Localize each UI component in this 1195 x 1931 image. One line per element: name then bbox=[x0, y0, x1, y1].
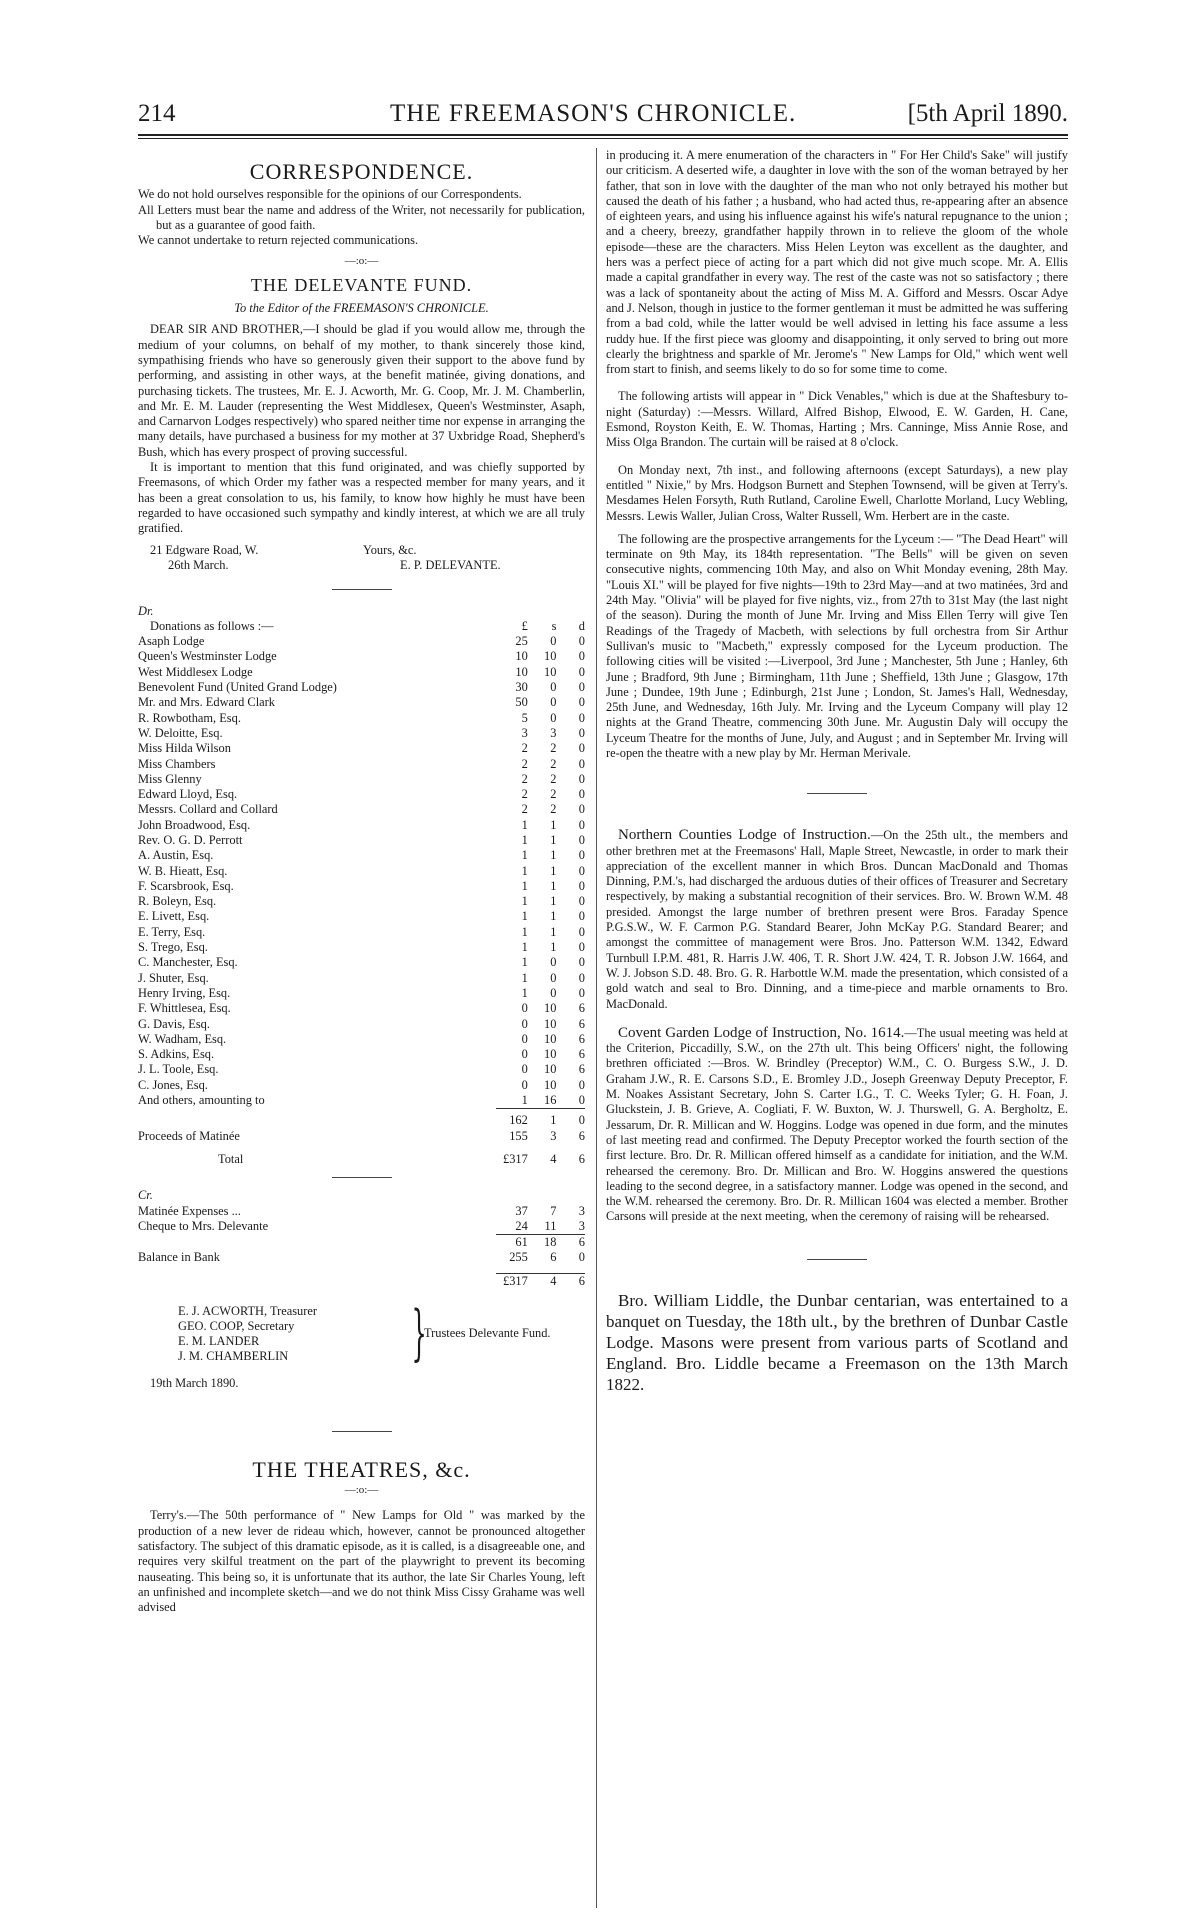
donation-shillings: 1 bbox=[550, 863, 557, 878]
donor-name: J. L. Toole, Esq. bbox=[138, 1062, 219, 1077]
donation-pounds: 10 bbox=[515, 649, 528, 664]
cr-sum-shillings: 18 bbox=[528, 1235, 557, 1251]
donation-pence: 0 bbox=[578, 832, 585, 847]
cr-row-2-shillings: 11 bbox=[544, 1218, 557, 1233]
donation-pounds: 10 bbox=[515, 664, 528, 679]
total-pence: 6 bbox=[578, 1151, 585, 1166]
donation-pence: 6 bbox=[578, 1047, 585, 1062]
donation-row bbox=[138, 1017, 585, 1032]
issue-date: [5th April 1890. bbox=[907, 100, 1068, 127]
donation-pence: 6 bbox=[578, 1001, 585, 1016]
donation-pence: 0 bbox=[578, 878, 585, 893]
donor-name: W. Deloitte, Esq. bbox=[138, 725, 223, 740]
brace-icon: } bbox=[411, 1297, 427, 1368]
section-rule bbox=[332, 589, 392, 590]
donation-pence: 0 bbox=[578, 771, 585, 786]
donation-shillings: 2 bbox=[550, 787, 557, 802]
cr-sum-pounds: 61 bbox=[496, 1235, 528, 1251]
donation-pence: 0 bbox=[578, 1077, 585, 1092]
notice-2: All Letters must bear the name and address of the Writer, not necessarily for publication, but as a guarantee of good faith. bbox=[138, 202, 585, 232]
donor-name: J. Shuter, Esq. bbox=[138, 970, 209, 985]
donation-shillings: 10 bbox=[544, 1062, 557, 1077]
cr-total-pence: 6 bbox=[556, 1274, 585, 1290]
separator: —:o:— bbox=[344, 255, 379, 268]
letter-signoff bbox=[138, 543, 585, 575]
donations-table bbox=[138, 619, 585, 1167]
donor-name: Miss Glenny bbox=[138, 771, 202, 786]
donation-row bbox=[138, 909, 585, 924]
donation-shillings: 1 bbox=[550, 848, 557, 863]
page-number: 214 bbox=[138, 100, 176, 127]
delevante-para-2: It is important to mention that this fund originated, and was chiefly supported by Freemasons, of which Order my father was a respected member for many years, and it has been a great consolation to us, his family, to know how highly he must have been regarded to have occasioned such sympathy and kindly interest, at which we are all truly gratified. bbox=[138, 460, 585, 536]
donation-shillings: 10 bbox=[544, 1016, 557, 1031]
donation-shillings: 0 bbox=[550, 634, 557, 649]
donation-pence: 0 bbox=[578, 848, 585, 863]
donation-pence: 6 bbox=[578, 1016, 585, 1031]
donation-pence: 0 bbox=[578, 649, 585, 664]
donation-pence: 0 bbox=[578, 664, 585, 679]
yours: Yours, &c. bbox=[363, 542, 417, 557]
credit-table bbox=[138, 1204, 585, 1290]
donation-pence: 0 bbox=[578, 710, 585, 725]
donation-shillings: 2 bbox=[550, 802, 557, 817]
balance-pence: 0 bbox=[578, 1250, 585, 1265]
donation-row bbox=[138, 634, 585, 649]
donation-pounds: 0 bbox=[521, 1016, 528, 1031]
donation-pence: 0 bbox=[578, 894, 585, 909]
signatory-3: E. M. LANDER bbox=[178, 1333, 260, 1348]
donation-pence: 0 bbox=[578, 924, 585, 939]
cr-row-1-shillings: 7 bbox=[550, 1203, 557, 1218]
signature: E. P. DELEVANTE. bbox=[400, 557, 501, 572]
address-line-1: 21 Edgware Road, W. bbox=[150, 542, 259, 557]
dick-venables-para: The following artists will appear in " Dick Venables," which is due at the Shaftesbury to-night (Saturday) :—Messrs. Willard, Alfred Bishop, Elwood, E. W. Garden, H. Cane, Esmond, Royston Keith, E. W. Thomas, Harting ; Mrs. Canninge, Miss Annie Rose, and Miss Olga Brandon. The curtain will be raised at 8 o'clock. bbox=[606, 389, 1068, 450]
donation-shillings: 10 bbox=[544, 1077, 557, 1092]
donation-pence: 0 bbox=[578, 741, 585, 756]
total-label: Total bbox=[218, 1151, 244, 1166]
donation-pence: 0 bbox=[578, 909, 585, 924]
col-pounds: £ bbox=[521, 618, 528, 633]
balance-pounds: 255 bbox=[509, 1250, 528, 1265]
donation-pounds: 1 bbox=[521, 1093, 528, 1108]
to-editor: To the Editor of the FREEMASON'S CHRONICLE. bbox=[234, 301, 489, 316]
donation-row bbox=[138, 1032, 585, 1047]
donation-pounds: 1 bbox=[521, 894, 528, 909]
donor-name: C. Manchester, Esq. bbox=[138, 955, 238, 970]
publication-title: THE FREEMASON'S CHRONICLE. bbox=[390, 100, 797, 127]
header-rule bbox=[138, 134, 1068, 136]
signature-date: 19th March 1890. bbox=[150, 1375, 239, 1390]
proceeds-label: Proceeds of Matinée bbox=[138, 1128, 240, 1143]
donation-row bbox=[138, 741, 585, 756]
donation-row bbox=[138, 894, 585, 909]
donor-name: E. Terry, Esq. bbox=[138, 924, 206, 939]
donation-shillings: 10 bbox=[544, 1031, 557, 1046]
donation-shillings: 1 bbox=[550, 878, 557, 893]
donation-row bbox=[138, 772, 585, 787]
donation-pounds: 1 bbox=[521, 940, 528, 955]
donor-name: Asaph Lodge bbox=[138, 634, 205, 649]
donation-pounds: 1 bbox=[521, 863, 528, 878]
header-rule-thin bbox=[138, 138, 1068, 139]
donor-name: Edward Lloyd, Esq. bbox=[138, 787, 238, 802]
donation-row bbox=[138, 757, 585, 772]
terrys-continued: in producing it. A mere enumeration of the characters in " For Her Child's Sake" will justify our criticism. A deserted wife, a daughter in love with the son of the woman betrayed by her father, that son in love with the daughter of the man who not only betrayed his mother but caused the death of his father ; a husband, who had acted thus, re-appearing after an absence of eighteen years, and using his influence against his wife's natural repugnance to the union ; and a cheery, breezy, grandfather happily thrown in to relieve the gloom of the whole episode—these are the characters. Miss Helen Leyton was excellent as the daughter, and hers was a perfect piece of acting for a part which did not give much scope. Mr. A. Ellis made a capital grandfather in every way. The rest of the caste was not so satisfactory ; there was a lack of spontaneity about the acting of Miss M. A. Gifford and Messrs. Oscar Adye and J. Nelson, though in justice to the former gentleman it must be admitted he was suffering from a bad cold, while the latter would be well advised in letting his face assume a less ruddy hue. If the first piece was gloomy and disappointing, it only served to bring out more clearly the brightness and sparkle of Mr. Jerome's " New Lamps for Old," which went well from start to finish, and seems likely to do so for some time to come. bbox=[606, 148, 1068, 377]
cr-row-1-pence: 3 bbox=[578, 1203, 585, 1218]
donation-pounds: 30 bbox=[515, 680, 528, 695]
donation-row bbox=[138, 986, 585, 1001]
donation-shillings: 2 bbox=[550, 741, 557, 756]
donor-name: Messrs. Collard and Collard bbox=[138, 802, 278, 817]
donation-pounds: 1 bbox=[521, 878, 528, 893]
cr-row-2-pence: 3 bbox=[578, 1218, 585, 1233]
donation-row bbox=[138, 711, 585, 726]
donation-row bbox=[138, 665, 585, 680]
liddle-para: Bro. William Liddle, the Dunbar centarian, was entertained to a banquet on Tuesday, the 18th ult., by the brethren of Dunbar Castle Lodge. Masons were present from various parts of Scotland and England. Bro. Liddle became a Freemason on the 13th March 1822. bbox=[606, 1290, 1068, 1394]
terrys-para: Terry's.—The 50th performance of " New Lamps for Old " was marked by the production of a new lever de rideau which, however, cannot be pronounced altogether satisfactory. The subject of this dramatic episode, as it is called, is a disagreeable one, and requires very skilful treatment on the part of the playwright to prevent its becoming nauseating. This being so, it is unfortunate that its author, the late Sir Charles Young, left an unfinished and incomplete sketch—and we do not think Miss Cissy Grahame was well advised bbox=[138, 1508, 585, 1615]
lyceum-para: The following are the prospective arrangements for the Lyceum :— "The Dead Heart" will terminate on 9th May, its 184th representation. "The Bells" will be given on seven consecutive nights, commencing 10th May, and also on Whit Monday evening, 28th May. "Louis XI." will be played for five nights—19th to 23rd May—and at two matinées, 3rd and 24th May. "Olivia" will be played for five nights, viz., from 27th to 31st May (the last night of the season). During the month of June Mr. Irving and Miss Ellen Terry will give Ten Readings of the Tragedy of Macbeth, with selections by full orchestra from Sir Arthur Sullivan's music to "Macbeth," expressly composed for the Lyceum production. The following cities will be visited :—Liverpool, 3rd June ; Manchester, 5th June ; Hanley, 6th June ; Bradford, 9th June ; Birmingham, 11th June ; Sheffield, 13th June ; Glasgow, 17th June ; Dundee, 19th June ; Edinburgh, 21st June ; London, St. James's Hall, Wednesday, 25th June, and Wednesday, 16th July. Mr. Irving and the Lyceum Company will play 12 nights at the Grand Theatre, commencing 30th June. Mr. Augustin Daly will occupy the Lyceum Theatre for the months of June, July, and August ; and in September Mr. Irving will re-open the theatre with a new play by Mr. Herman Merivale. bbox=[606, 531, 1068, 760]
donation-shillings: 10 bbox=[544, 649, 557, 664]
donation-pounds: 1 bbox=[521, 832, 528, 847]
donor-name: Mr. and Mrs. Edward Clark bbox=[138, 695, 275, 710]
donation-pounds: 50 bbox=[515, 695, 528, 710]
subtotal-pence: 0 bbox=[578, 1113, 585, 1128]
donation-row bbox=[138, 818, 585, 833]
donor-name: F. Whittlesea, Esq. bbox=[138, 1001, 231, 1016]
cr-total-shillings: 4 bbox=[528, 1274, 557, 1290]
donor-name: West Middlesex Lodge bbox=[138, 664, 253, 679]
donation-row bbox=[138, 848, 585, 863]
address-line-2: 26th March. bbox=[168, 557, 229, 572]
section-rule bbox=[332, 1177, 392, 1178]
section-rule bbox=[332, 1431, 392, 1432]
northern-counties-heading: Northern Counties Lodge of Instruction. bbox=[618, 827, 871, 844]
donor-name: John Broadwood, Esq. bbox=[138, 817, 251, 832]
donor-name: E. Livett, Esq. bbox=[138, 909, 210, 924]
donation-pence: 6 bbox=[578, 1062, 585, 1077]
donation-shillings: 0 bbox=[550, 985, 557, 1000]
donor-name: Benevolent Fund (United Grand Lodge) bbox=[138, 680, 337, 695]
donation-pence: 0 bbox=[578, 725, 585, 740]
donation-pounds: 1 bbox=[521, 970, 528, 985]
cr-sum-pence: 6 bbox=[556, 1235, 585, 1251]
correspondence-heading: CORRESPONDENCE. bbox=[249, 159, 474, 184]
donor-name: F. Scarsbrook, Esq. bbox=[138, 878, 234, 893]
signatory-1: E. J. ACWORTH, Treasurer bbox=[178, 1303, 317, 1318]
donor-name: G. Davis, Esq. bbox=[138, 1016, 210, 1031]
total-pounds: £317 bbox=[503, 1151, 528, 1166]
signatory-2: GEO. COOP, Secretary bbox=[178, 1318, 295, 1333]
delevante-heading: THE DELEVANTE FUND. bbox=[250, 274, 473, 295]
donation-pounds: 2 bbox=[521, 802, 528, 817]
donation-row bbox=[138, 925, 585, 940]
subtotal-shillings: 1 bbox=[550, 1113, 557, 1128]
page-header bbox=[138, 96, 1068, 130]
donation-row bbox=[138, 802, 585, 817]
theatres-separator: —:o:— bbox=[344, 1484, 379, 1497]
donor-name: S. Adkins, Esq. bbox=[138, 1047, 215, 1062]
donation-shillings: 10 bbox=[544, 664, 557, 679]
donation-row bbox=[138, 1047, 585, 1062]
donation-shillings: 1 bbox=[550, 894, 557, 909]
donation-shillings: 3 bbox=[550, 725, 557, 740]
donation-pence: 0 bbox=[578, 634, 585, 649]
donation-shillings: 2 bbox=[550, 771, 557, 786]
donation-pence: 0 bbox=[578, 955, 585, 970]
donation-shillings: 2 bbox=[550, 756, 557, 771]
donation-row bbox=[138, 1062, 585, 1077]
donation-shillings: 1 bbox=[550, 940, 557, 955]
left-column bbox=[138, 148, 585, 1615]
donation-row bbox=[138, 1001, 585, 1016]
donation-pounds: 5 bbox=[521, 710, 528, 725]
covent-garden-heading: Covent Garden Lodge of Instruction, No. 1614. bbox=[618, 1024, 905, 1041]
donation-shillings: 1 bbox=[550, 817, 557, 832]
donation-row bbox=[138, 1078, 585, 1093]
donor-name: R. Boleyn, Esq. bbox=[138, 894, 217, 909]
donation-row bbox=[138, 940, 585, 955]
donation-row bbox=[138, 726, 585, 741]
donation-shillings: 0 bbox=[550, 970, 557, 985]
donation-shillings: 16 bbox=[544, 1093, 557, 1108]
donation-pounds: 1 bbox=[521, 848, 528, 863]
northern-counties-body: —On the 25th ult., the members and other brethren met at the Freemasons' Hall, Maple Street, Newcastle, in order to mark their appreciation of the excellent manner in which Bros. Duncan MacDonald and Thomas Dinning, P.M.'s, had discharged the arduous duties of their offices of Treasurer and Secretary respectively, by making a substantial recognition of their services. Bro. W. Brown W.M. 48 presided. Amongst the large number of brethren present were Bros. Faraday Spence P.G.S.W., W. F. Carmon P.G. Standard Bearer, John McKay P.G. Standard Bearer; and amongst the committee of management were Bros. Jno. Patterson W.M. 1342, Edward Turnbull I.P.M. 481, R. Harris J.W. 406, T. R. Short J.W. 424, T. R. Jobson J.W. 1664, and W. J. Jobson S.D. 48. Bro. G. R. Harbottle W.M. made the presentation, which consisted of a gold watch and seal to Bro. Dinning, and a time-piece and marble ornaments to Bro. MacDonald. bbox=[606, 828, 1068, 1011]
donor-name: W. B. Hieatt, Esq. bbox=[138, 863, 228, 878]
cr-row-2-pounds: 24 bbox=[515, 1218, 528, 1233]
donation-row bbox=[138, 833, 585, 848]
donation-pounds: 25 bbox=[515, 634, 528, 649]
donation-shillings: 10 bbox=[544, 1047, 557, 1062]
donation-pence: 0 bbox=[578, 1093, 585, 1108]
donation-shillings: 1 bbox=[550, 924, 557, 939]
donation-shillings: 1 bbox=[550, 909, 557, 924]
cr-row-2: Cheque to Mrs. Delevante bbox=[138, 1218, 269, 1233]
donation-pounds: 1 bbox=[521, 817, 528, 832]
donation-pence: 0 bbox=[578, 695, 585, 710]
proceeds-pence: 6 bbox=[578, 1128, 585, 1143]
donation-pence: 6 bbox=[578, 1031, 585, 1046]
donor-name: Miss Chambers bbox=[138, 756, 216, 771]
donation-row bbox=[138, 879, 585, 894]
notice-3: We cannot undertake to return rejected communications. bbox=[138, 233, 419, 248]
donor-name: Queen's Westminster Lodge bbox=[138, 649, 277, 664]
nixie-para: On Monday next, 7th inst., and following afternoons (except Saturdays), a new play entitled " Nixie," by Mrs. Hodgson Burnett and Stephen Townsend, will be given at Terry's. Mesdames Helen Forsyth, Ruth Rutland, Caroline Ewell, Charlotte Morland, Lucy Webling, Messrs. Lewis Waller, Julian Cross, Walter Russell, Wm. Herbert are in the caste. bbox=[606, 462, 1068, 523]
theatres-heading: THE THEATRES, &c. bbox=[252, 1456, 471, 1482]
donation-shillings: 0 bbox=[550, 710, 557, 725]
donor-name: C. Jones, Esq. bbox=[138, 1077, 208, 1092]
donation-pence: 0 bbox=[578, 940, 585, 955]
donation-pence: 0 bbox=[578, 787, 585, 802]
subtotal-pounds: 162 bbox=[509, 1113, 528, 1128]
donation-row bbox=[138, 864, 585, 879]
donation-pounds: 2 bbox=[521, 756, 528, 771]
donation-pounds: 0 bbox=[521, 1062, 528, 1077]
section-rule bbox=[807, 793, 867, 794]
donation-pence: 0 bbox=[578, 756, 585, 771]
donor-name: W. Wadham, Esq. bbox=[138, 1031, 227, 1046]
donor-name: Henry Irving, Esq. bbox=[138, 985, 231, 1000]
balance-label: Balance in Bank bbox=[138, 1250, 220, 1265]
donation-row bbox=[138, 695, 585, 710]
cr-total-pounds: £317 bbox=[496, 1274, 528, 1290]
donation-pounds: 1 bbox=[521, 909, 528, 924]
donation-shillings: 10 bbox=[544, 1001, 557, 1016]
donor-name: S. Trego, Esq. bbox=[138, 940, 208, 955]
donation-shillings: 0 bbox=[550, 695, 557, 710]
total-shillings: 4 bbox=[550, 1151, 557, 1166]
donation-pounds: 2 bbox=[521, 787, 528, 802]
col-pence: d bbox=[578, 618, 585, 633]
trustees-label: Trustees Delevante Fund. bbox=[424, 1325, 551, 1340]
donation-row bbox=[138, 649, 585, 664]
donation-row bbox=[138, 787, 585, 802]
donation-pounds: 0 bbox=[521, 1031, 528, 1046]
cr-row-1-pounds: 37 bbox=[515, 1203, 528, 1218]
donation-shillings: 0 bbox=[550, 680, 557, 695]
donation-pounds: 0 bbox=[521, 1047, 528, 1062]
donations-label: Donations as follows :— bbox=[150, 618, 274, 633]
donation-row bbox=[138, 680, 585, 695]
donation-pence: 0 bbox=[578, 802, 585, 817]
balance-shillings: 6 bbox=[550, 1250, 557, 1265]
right-column bbox=[606, 148, 1068, 1395]
donation-pounds: 0 bbox=[521, 1077, 528, 1092]
donation-row bbox=[138, 955, 585, 970]
donation-pounds: 1 bbox=[521, 985, 528, 1000]
notice-1: We do not hold ourselves responsible for the opinions of our Correspondents. bbox=[138, 187, 522, 202]
donation-pence: 0 bbox=[578, 863, 585, 878]
covent-garden-body: —The usual meeting was held at the Criterion, Piccadilly, S.W., on the 27th ult. This being Officers' night, the following brethren officiated :—Bros. W. Brindley (Preceptor) W.M., C. O. Burgess S.W., J. D. Graham J.W., R. E. Carsons S.D., E. Bromley J.D., Joseph Greenway Deputy Preceptor, F. M. Noakes Assistant Secretary, John S. Carter I.G., T. C. Weeks Tyler; G. H. Foan, J. Gluckstein, J. B. Grieve, A. Cogliati, F. W. Buxton, W. J. Thurswell, G. A. Bergholtz, E. Jessarum, Dr. R. Millican and W. Hoggins. Lodge was opened in due form, and the minutes of last meeting read and confirmed. The Deputy Preceptor worked the fourth section of the first lecture. Bro. Dr. R. Millican offered himself as a candidate for initiation, and the W.M. rehearsed the ceremony. Bro. Dr. Millican and Bro. W. Hoggins answered the questions leading to the second degree, in a satisfactory manner. Lodge was opened in the second, and the W.M. rehearsed the ceremony. Bro. Dr. R. Millican 1604 was elected a member. Brother Carsons will preside at the next meeting, when the ceremony of raising will be rehearsed. bbox=[606, 1025, 1068, 1224]
col-shillings: s bbox=[551, 618, 557, 633]
donation-pounds: 3 bbox=[521, 725, 528, 740]
donation-pence: 0 bbox=[578, 985, 585, 1000]
donor-name: Rev. O. G. D. Perrott bbox=[138, 832, 243, 847]
section-rule bbox=[807, 1259, 867, 1260]
cr-label: Cr. bbox=[138, 1188, 153, 1203]
proceeds-pounds: 155 bbox=[509, 1128, 528, 1143]
donation-row bbox=[138, 1093, 585, 1109]
delevante-para-1: DEAR SIR AND BROTHER,—I should be glad if you would allow me, through the medium of your columns, on behalf of my mother, to thank sincerely those kind, sympathising friends who have so generously given their support to the above fund by performing, and assisting in other ways, at the benefit matinée, giving donations, and purchasing tickets. The trustees, Mr. E. J. Acworth, Mr. G. Coop, Mr. J. M. Chamberlin, and Mr. E. M. Lauder (representing the West Middlesex, Queen's Westminster, Asaph, and Carnarvon Lodges respectively) who spared neither time nor expense in arranging the many details, have purchased a business for my mother at 37 Uxbridge Road, Shepherd's Bush, which has every prospect of proving successful. bbox=[138, 322, 585, 459]
signatories-block bbox=[138, 1297, 585, 1374]
donor-name: R. Rowbotham, Esq. bbox=[138, 710, 241, 725]
proceeds-shillings: 3 bbox=[550, 1128, 557, 1143]
column-divider bbox=[596, 148, 597, 1908]
donation-pence: 0 bbox=[578, 680, 585, 695]
donation-pence: 0 bbox=[578, 817, 585, 832]
donor-name: A. Austin, Esq. bbox=[138, 848, 214, 863]
donation-pounds: 1 bbox=[521, 924, 528, 939]
donation-pounds: 2 bbox=[521, 771, 528, 786]
donor-name: And others, amounting to bbox=[138, 1093, 265, 1108]
donor-name: Miss Hilda Wilson bbox=[138, 741, 231, 756]
donation-pounds: 0 bbox=[521, 1001, 528, 1016]
donation-row bbox=[138, 971, 585, 986]
donation-shillings: 1 bbox=[550, 832, 557, 847]
dr-label: Dr. bbox=[138, 603, 154, 618]
signatory-4: J. M. CHAMBERLIN bbox=[178, 1348, 289, 1363]
donation-pence: 0 bbox=[578, 970, 585, 985]
donation-pounds: 1 bbox=[521, 955, 528, 970]
donation-pounds: 2 bbox=[521, 741, 528, 756]
donation-shillings: 0 bbox=[550, 955, 557, 970]
cr-row-1: Matinée Expenses ... bbox=[138, 1203, 241, 1218]
